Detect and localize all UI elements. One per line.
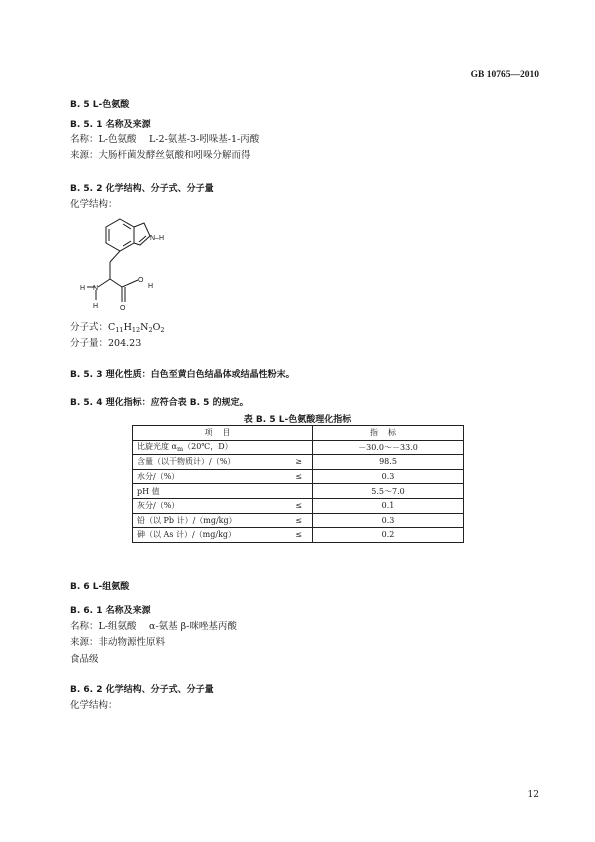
b6-name-line: 名称：L-组氨酸 α-氨基 β-咪唑基丙酸	[70, 621, 237, 632]
row-item-tail: （20℃，D）	[183, 442, 233, 452]
row-value: 0.3	[313, 469, 464, 484]
ring-nh-label: N–H	[150, 235, 165, 242]
hydroxyl-h-label: H	[148, 283, 154, 290]
formula-label: 分子式：	[70, 322, 109, 333]
row-op: ≥	[273, 455, 313, 470]
header-value: 指标	[313, 426, 464, 441]
section-b5-4: B. 5. 4 理化指标：应符合表 B. 5 的规定。	[70, 398, 249, 408]
page-number: 12	[527, 790, 539, 800]
benzene-ring	[106, 219, 134, 251]
row-op	[273, 484, 313, 499]
table-row	[133, 455, 464, 470]
row-op: ≤	[273, 498, 313, 513]
formula-h-count: 12	[131, 326, 141, 334]
formula-n: N	[140, 322, 149, 333]
row-op: ≤	[273, 528, 313, 543]
row-item-sub: m	[176, 445, 184, 454]
row-op: ≤	[273, 469, 313, 484]
amine-h-top-label: H	[80, 285, 86, 292]
hydroxyl-o-label: O	[138, 277, 144, 284]
section-b5-2-title: B. 5. 2 化学结构、分子式、分子量	[70, 184, 214, 194]
row-value: 0.2	[313, 528, 464, 543]
amine-h-bottom-label: H	[93, 303, 99, 310]
table-row	[133, 498, 464, 513]
row-op: ≤	[273, 513, 313, 528]
b5-name-line: 名称：L-色氨酸 L-2-氨基-3-吲哚基-1-丙酸	[70, 134, 260, 145]
header-item: 项目	[133, 426, 313, 441]
row-item: 灰分/（%）	[133, 498, 273, 513]
section-b6-title: B. 6 L-组氨酸	[70, 582, 130, 592]
amine-n-label: N	[93, 285, 99, 292]
pyrrole-ring	[134, 223, 150, 245]
formula-h: H	[123, 322, 132, 333]
table-row	[133, 469, 464, 484]
row-value: －30.0～－33.0	[313, 440, 464, 455]
b6-grade: 食品级	[70, 654, 99, 665]
formula-c: C	[108, 322, 116, 333]
tryptophan-structure	[80, 214, 200, 314]
standard-number: GB 10765—2010	[470, 70, 539, 80]
formula-c-count: 11	[115, 326, 124, 334]
formula-o-count: 2	[160, 326, 165, 334]
row-value: 0.3	[313, 513, 464, 528]
row-value: 0.1	[313, 498, 464, 513]
row-item-text: 比旋光度 α	[137, 442, 177, 452]
spec-table	[132, 425, 464, 543]
row-item: 砷（以 As 计）/（mg/kg）	[133, 528, 273, 543]
b5-molecular-weight: 分子量：204.23	[70, 338, 142, 349]
row-item: pH 值	[133, 484, 273, 499]
row-op	[273, 440, 313, 455]
row-value: 5.5～7.0	[313, 484, 464, 499]
row-item: 铅（以 Pb 计）/（mg/kg）	[133, 513, 273, 528]
b6-source-line: 来源：非动物源性原料	[70, 637, 166, 648]
row-item: 水分/（%）	[133, 469, 273, 484]
table-row	[133, 440, 464, 455]
section-b5-title: B. 5 L-色氨酸	[70, 100, 130, 110]
table-row	[133, 484, 464, 499]
table-row	[133, 528, 464, 543]
row-item	[133, 440, 273, 455]
row-value: 98.5	[313, 455, 464, 470]
table-row	[133, 513, 464, 528]
b6-structure-label: 化学结构：	[70, 700, 118, 711]
table-caption: 表 B. 5 L-色氨酸理化指标	[243, 415, 352, 425]
b5-formula	[70, 319, 165, 334]
section-b5-1-title: B. 5. 1 名称及来源	[70, 120, 151, 130]
b5-structure-label: 化学结构：	[70, 199, 118, 210]
section-b6-1-title: B. 6. 1 名称及来源	[70, 606, 151, 616]
formula-o: O	[152, 322, 161, 333]
table-header-row	[133, 426, 464, 441]
row-item: 含量（以干物质计）/（%）	[133, 455, 273, 470]
formula-n-count: 2	[148, 326, 153, 334]
b5-source-line: 来源：大肠杆菌发酵丝氨酸和吲哚分解而得	[70, 150, 251, 161]
section-b6-2-title: B. 6. 2 化学结构、分子式、分子量	[70, 685, 214, 695]
carbonyl-o-label: O	[120, 305, 126, 312]
section-b5-3: B. 5. 3 理化性质：白色至黄白色结晶体或结晶性粉末。	[70, 370, 295, 380]
